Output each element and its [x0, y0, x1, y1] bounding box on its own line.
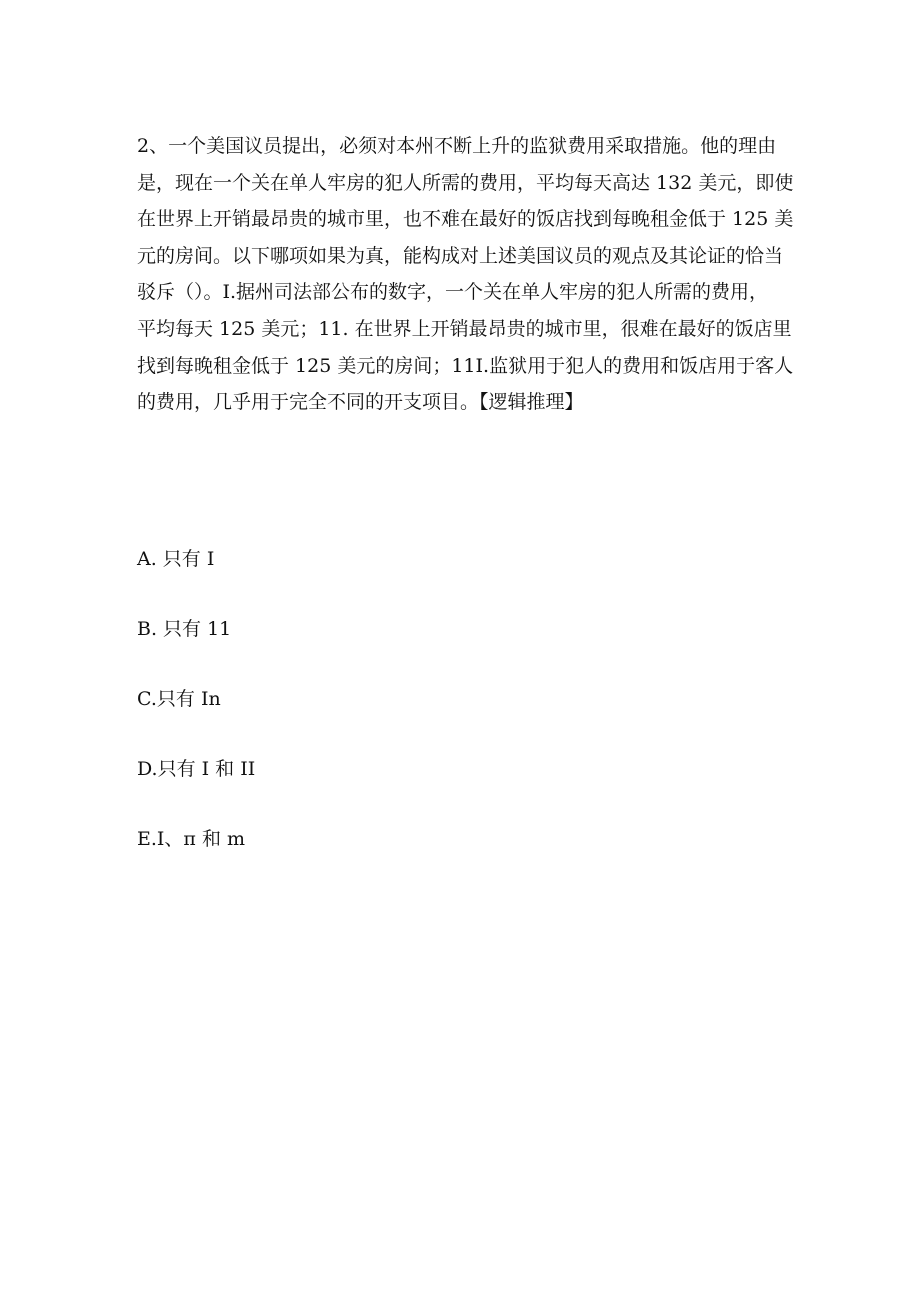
question-line: 2、一个美国议员提出，必须对本州不断上升的监狱费用采取措施。他的理由: [137, 135, 777, 157]
question-line: 驳斥（）。I.据州司法部公布的数字，一个关在单人牢房的犯人所需的费用，: [137, 281, 769, 304]
question-line: 元的房间。以下哪项如果为真，能构成对上述美国议员的观点及其论证的恰当: [137, 244, 784, 267]
option-b: B. 只有 11: [137, 618, 232, 640]
question-line: 在世界上开销最昂贵的城市里，也不难在最好的饭店找到每晚租金低于 125 美: [137, 208, 794, 231]
option-c: C.只有 In: [137, 688, 221, 710]
answer-options: [137, 541, 787, 891]
question-line: 找到每晚租金低于 125 美元的房间；11I.监狱用于犯人的费用和饭店用于客人: [137, 354, 794, 377]
option-e: E.I、π 和 m: [137, 828, 245, 850]
option-d: D.只有 I 和 II: [137, 758, 256, 780]
option-a: A. 只有 I: [137, 548, 215, 570]
question-line: 的费用，几乎用于完全不同的开支项目。【逻辑推理】: [137, 391, 584, 414]
question-line: 平均每天 125 美元；11. 在世界上开销最昂贵的城市里，很难在最好的饭店里: [137, 317, 792, 340]
question-text: [137, 128, 794, 421]
question-line: 是，现在一个关在单人牢房的犯人所需的费用，平均每天高达 132 美元，即使: [137, 171, 794, 194]
